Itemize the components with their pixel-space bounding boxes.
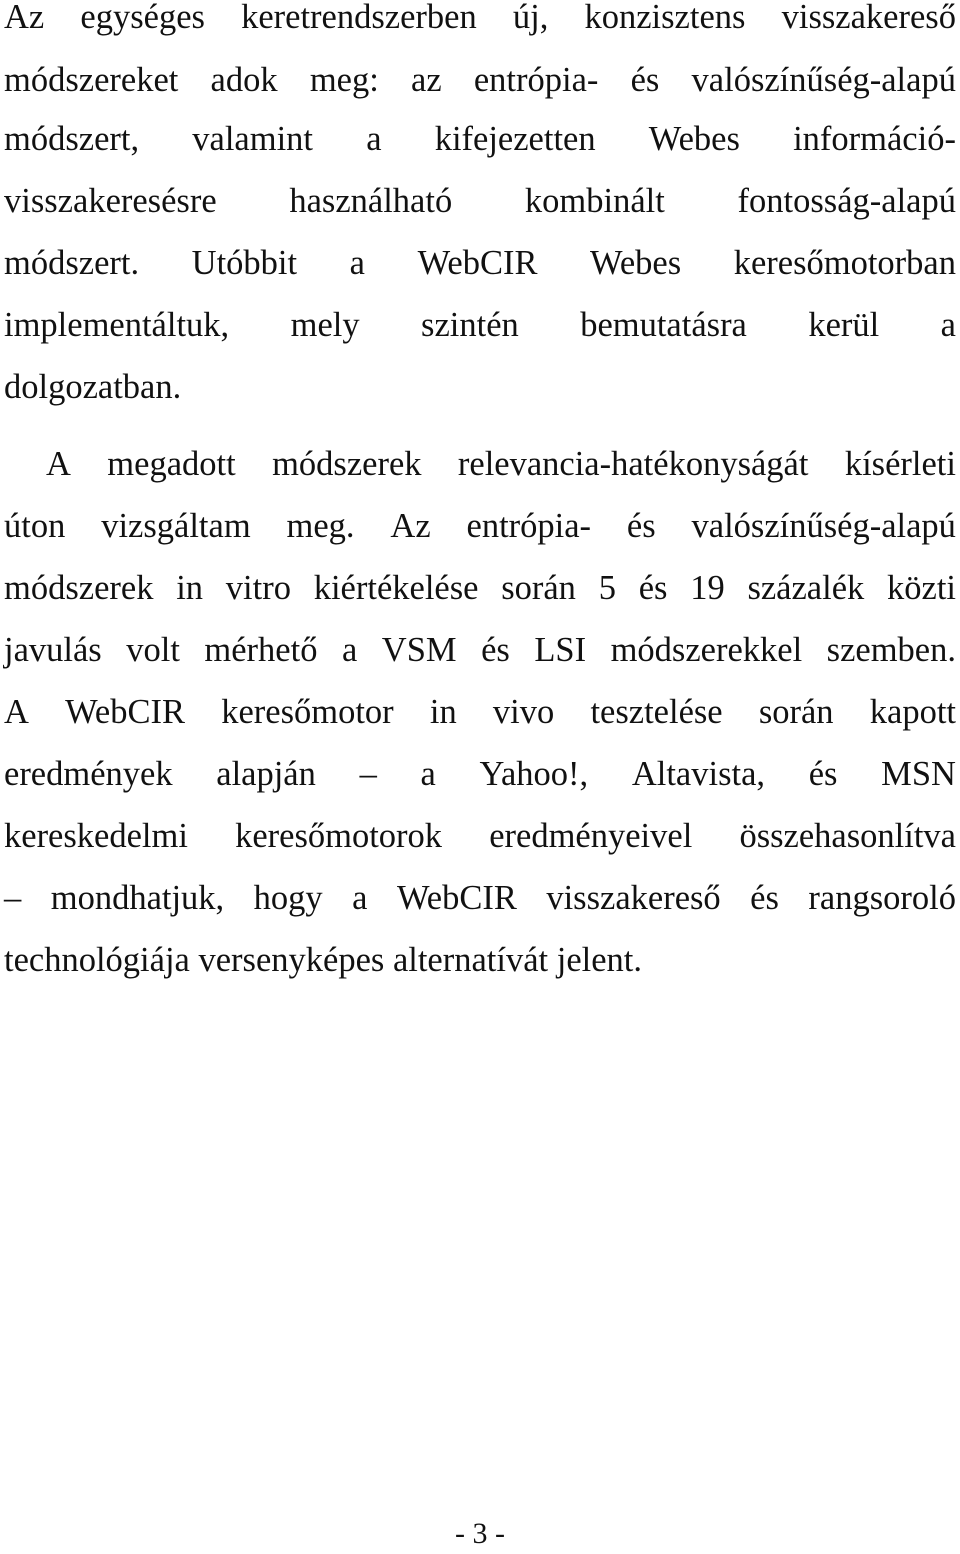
word: bemutatásra bbox=[580, 306, 747, 344]
word: a bbox=[366, 120, 382, 158]
word: volt bbox=[126, 631, 180, 669]
word: a bbox=[420, 755, 436, 793]
word: mely bbox=[290, 306, 360, 344]
word: százalék bbox=[747, 569, 865, 607]
word: visszakereső bbox=[546, 879, 721, 917]
word: alapján bbox=[216, 755, 316, 793]
word: javulás bbox=[4, 631, 102, 669]
word: használható bbox=[289, 182, 453, 220]
word: Az bbox=[4, 0, 45, 36]
word: eredmények bbox=[4, 755, 173, 793]
word: során bbox=[758, 693, 834, 731]
word: implementáltuk, bbox=[4, 306, 230, 344]
word: mondhatjuk, bbox=[50, 879, 225, 917]
word: eredményeivel bbox=[489, 817, 693, 855]
word: LSI bbox=[534, 631, 587, 669]
text-line bbox=[46, 441, 956, 487]
word: módszert, bbox=[4, 120, 140, 158]
word: az bbox=[411, 61, 442, 99]
word: adok bbox=[210, 61, 278, 99]
word: konzisztens bbox=[584, 0, 746, 36]
text-line bbox=[4, 813, 956, 859]
word: egységes bbox=[80, 0, 205, 36]
text-line bbox=[4, 875, 956, 921]
word: – bbox=[4, 879, 22, 917]
word: 19 bbox=[690, 569, 725, 607]
word: versenyképes bbox=[198, 941, 385, 979]
word: meg: bbox=[309, 61, 379, 99]
word: 5 bbox=[598, 569, 616, 607]
word: valószínűség-alapú bbox=[691, 507, 956, 545]
word: keretrendszerben bbox=[241, 0, 477, 36]
word: keresőmotor bbox=[221, 693, 394, 731]
word: alternatívát bbox=[392, 941, 549, 979]
word: in bbox=[429, 693, 457, 731]
word: fontosság-alapú bbox=[737, 182, 956, 220]
word: és bbox=[638, 569, 668, 607]
word: Yahoo!, bbox=[479, 755, 589, 793]
word: entrópia- bbox=[473, 61, 599, 99]
word: kiértékelése bbox=[313, 569, 479, 607]
word: a bbox=[349, 244, 365, 282]
word: dolgozatban. bbox=[4, 368, 182, 406]
text-line bbox=[4, 751, 956, 797]
word: visszakeresésre bbox=[4, 182, 217, 220]
word: WebCIR bbox=[417, 244, 538, 282]
word: vivo bbox=[492, 693, 555, 731]
word: visszakereső bbox=[781, 0, 956, 36]
word: információ- bbox=[793, 120, 956, 158]
word: WebCIR bbox=[65, 693, 185, 731]
text-line bbox=[4, 0, 956, 40]
word: a bbox=[341, 631, 358, 669]
word: in bbox=[176, 569, 204, 607]
text-line bbox=[4, 364, 956, 410]
text-line bbox=[4, 689, 956, 735]
text-line bbox=[4, 302, 956, 348]
word: kapott bbox=[869, 693, 956, 731]
word: Az bbox=[390, 507, 431, 545]
word: összehasonlítva bbox=[739, 817, 956, 855]
word: és bbox=[626, 507, 656, 545]
word: a bbox=[352, 879, 368, 917]
word: entrópia- bbox=[466, 507, 592, 545]
word: kifejezetten bbox=[434, 120, 596, 158]
word: megadott bbox=[107, 445, 236, 483]
text-line bbox=[4, 116, 956, 162]
word: kerül bbox=[808, 306, 880, 344]
word: szintén bbox=[421, 306, 519, 344]
word: új, bbox=[512, 0, 549, 36]
word: Altavista, bbox=[631, 755, 766, 793]
word: keresőmotorok bbox=[235, 817, 443, 855]
word: relevancia-hatékonyságát bbox=[457, 445, 809, 483]
text-line bbox=[4, 503, 956, 549]
word: és bbox=[481, 631, 510, 669]
word: módszert. bbox=[4, 244, 140, 282]
word: mérhető bbox=[204, 631, 318, 669]
word: és bbox=[750, 879, 779, 917]
text-line bbox=[4, 565, 956, 611]
word: valószínűség-alapú bbox=[691, 61, 956, 99]
word: Webes bbox=[648, 120, 740, 158]
word: úton bbox=[4, 507, 66, 545]
word: – bbox=[359, 755, 377, 793]
text-line bbox=[4, 627, 956, 673]
page-number: - 3 - bbox=[455, 1517, 505, 1550]
word: és bbox=[808, 755, 838, 793]
text-line bbox=[4, 240, 956, 286]
word: jelent. bbox=[556, 941, 642, 979]
word: hogy bbox=[253, 879, 323, 917]
word: vizsgáltam bbox=[101, 507, 251, 545]
word: és bbox=[630, 61, 660, 99]
word: A bbox=[4, 693, 29, 731]
word: WebCIR bbox=[396, 879, 517, 917]
word: módszereket bbox=[4, 61, 179, 99]
word: valamint bbox=[192, 120, 313, 158]
word: A bbox=[46, 445, 71, 483]
word: vitro bbox=[225, 569, 291, 607]
word: a bbox=[940, 306, 956, 344]
word: technológiája bbox=[4, 941, 190, 979]
word: Webes bbox=[590, 244, 682, 282]
word: során bbox=[501, 569, 576, 607]
word: VSM bbox=[381, 631, 457, 669]
word: közti bbox=[887, 569, 956, 607]
text-line bbox=[4, 57, 956, 103]
word: kereskedelmi bbox=[4, 817, 188, 855]
word: rangsoroló bbox=[808, 879, 956, 917]
text-line bbox=[4, 178, 956, 224]
word: módszerekkel bbox=[610, 631, 803, 669]
word: Utóbbit bbox=[191, 244, 298, 282]
word: keresőmotorban bbox=[733, 244, 956, 282]
word: módszerek bbox=[272, 445, 422, 483]
word: kombinált bbox=[524, 182, 665, 220]
word: szemben. bbox=[826, 631, 956, 669]
word: MSN bbox=[881, 755, 956, 793]
word: kísérleti bbox=[844, 445, 956, 483]
word: módszerek bbox=[4, 569, 154, 607]
word: tesztelése bbox=[590, 693, 723, 731]
text-line bbox=[4, 937, 956, 983]
word: meg. bbox=[286, 507, 355, 545]
